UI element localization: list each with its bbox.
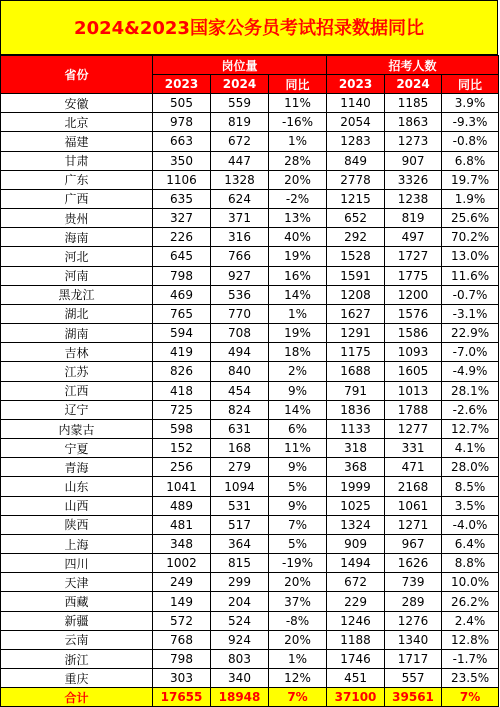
cell-applicants-yoy: 2.4% bbox=[442, 611, 499, 630]
table-body bbox=[1, 94, 499, 688]
cell-applicants-2023: 791 bbox=[327, 381, 385, 400]
cell-applicants-2023: 672 bbox=[327, 573, 385, 592]
cell-posts-yoy: 12% bbox=[269, 669, 327, 688]
cell-applicants-2024: 1093 bbox=[385, 343, 442, 362]
cell-posts-2024: 524 bbox=[211, 611, 269, 630]
cell-posts-2024: 672 bbox=[211, 132, 269, 151]
cell-posts-2024: 819 bbox=[211, 113, 269, 132]
cell-posts-yoy: 19% bbox=[269, 247, 327, 266]
subheader-posts-2023: 2023 bbox=[153, 75, 211, 94]
cell-province: 四川 bbox=[1, 554, 153, 573]
cell-province: 云南 bbox=[1, 630, 153, 649]
cell-posts-yoy: 20% bbox=[269, 630, 327, 649]
cell-posts-2024: 815 bbox=[211, 554, 269, 573]
cell-posts-yoy: 2% bbox=[269, 362, 327, 381]
cell-province: 吉林 bbox=[1, 343, 153, 362]
cell-posts-yoy: 1% bbox=[269, 132, 327, 151]
cell-applicants-2023: 451 bbox=[327, 669, 385, 688]
cell-applicants-2023: 1324 bbox=[327, 515, 385, 534]
cell-posts-2023: 798 bbox=[153, 266, 211, 285]
cell-applicants-yoy: 28.1% bbox=[442, 381, 499, 400]
cell-posts-2023: 594 bbox=[153, 324, 211, 343]
cell-posts-2023: 350 bbox=[153, 151, 211, 170]
total-row bbox=[1, 688, 499, 707]
header-posts: 岗位量 bbox=[153, 56, 327, 75]
cell-applicants-yoy: 12.8% bbox=[442, 630, 499, 649]
cell-applicants-yoy: -3.1% bbox=[442, 304, 499, 323]
cell-posts-2023: 645 bbox=[153, 247, 211, 266]
cell-province: 山西 bbox=[1, 496, 153, 515]
cell-applicants-yoy: 4.1% bbox=[442, 439, 499, 458]
cell-province: 江苏 bbox=[1, 362, 153, 381]
cell-applicants-2023: 1627 bbox=[327, 304, 385, 323]
cell-posts-2023: 256 bbox=[153, 458, 211, 477]
table-row bbox=[1, 362, 499, 381]
cell-applicants-yoy: 3.9% bbox=[442, 94, 499, 113]
cell-province: 青海 bbox=[1, 458, 153, 477]
cell-posts-2024: 536 bbox=[211, 285, 269, 304]
cell-posts-yoy: 20% bbox=[269, 573, 327, 592]
cell-applicants-2024: 1340 bbox=[385, 630, 442, 649]
cell-applicants-2023: 1283 bbox=[327, 132, 385, 151]
cell-applicants-2024: 739 bbox=[385, 573, 442, 592]
cell-province: 陕西 bbox=[1, 515, 153, 534]
cell-posts-2024: 371 bbox=[211, 209, 269, 228]
total-cell: 7% bbox=[269, 688, 327, 707]
cell-applicants-yoy: 22.9% bbox=[442, 324, 499, 343]
cell-posts-yoy: 19% bbox=[269, 324, 327, 343]
total-cell: 18948 bbox=[211, 688, 269, 707]
cell-applicants-yoy: -0.7% bbox=[442, 285, 499, 304]
table-row bbox=[1, 94, 499, 113]
table-row bbox=[1, 496, 499, 515]
subheader-applicants-2024: 2024 bbox=[385, 75, 442, 94]
table-row bbox=[1, 113, 499, 132]
cell-posts-2023: 348 bbox=[153, 534, 211, 553]
cell-province: 福建 bbox=[1, 132, 153, 151]
cell-posts-2023: 826 bbox=[153, 362, 211, 381]
cell-applicants-2024: 1061 bbox=[385, 496, 442, 515]
header-applicants: 招考人数 bbox=[327, 56, 499, 75]
cell-posts-2024: 631 bbox=[211, 419, 269, 438]
table-row bbox=[1, 630, 499, 649]
cell-applicants-2023: 1836 bbox=[327, 400, 385, 419]
cell-posts-2024: 927 bbox=[211, 266, 269, 285]
cell-posts-2024: 624 bbox=[211, 189, 269, 208]
cell-posts-2024: 531 bbox=[211, 496, 269, 515]
cell-applicants-yoy: 8.5% bbox=[442, 477, 499, 496]
total-label: 合计 bbox=[1, 688, 153, 707]
cell-posts-2024: 279 bbox=[211, 458, 269, 477]
cell-province: 甘肃 bbox=[1, 151, 153, 170]
cell-posts-2023: 418 bbox=[153, 381, 211, 400]
cell-posts-2024: 299 bbox=[211, 573, 269, 592]
cell-applicants-2023: 1528 bbox=[327, 247, 385, 266]
cell-posts-2023: 572 bbox=[153, 611, 211, 630]
cell-posts-2024: 517 bbox=[211, 515, 269, 534]
total-cell: 17655 bbox=[153, 688, 211, 707]
cell-applicants-yoy: -7.0% bbox=[442, 343, 499, 362]
cell-applicants-yoy: -9.3% bbox=[442, 113, 499, 132]
subheader-posts-yoy: 同比 bbox=[269, 75, 327, 94]
cell-posts-yoy: 11% bbox=[269, 94, 327, 113]
table-row bbox=[1, 132, 499, 151]
cell-posts-2024: 766 bbox=[211, 247, 269, 266]
cell-applicants-2023: 1208 bbox=[327, 285, 385, 304]
cell-applicants-yoy: -4.9% bbox=[442, 362, 499, 381]
cell-posts-yoy: -8% bbox=[269, 611, 327, 630]
table-row bbox=[1, 170, 499, 189]
cell-applicants-2024: 819 bbox=[385, 209, 442, 228]
cell-posts-2023: 1106 bbox=[153, 170, 211, 189]
cell-posts-yoy: 28% bbox=[269, 151, 327, 170]
cell-posts-2024: 1328 bbox=[211, 170, 269, 189]
table-row bbox=[1, 611, 499, 630]
cell-applicants-2024: 1626 bbox=[385, 554, 442, 573]
cell-applicants-yoy: 6.8% bbox=[442, 151, 499, 170]
cell-posts-2024: 924 bbox=[211, 630, 269, 649]
cell-posts-2023: 249 bbox=[153, 573, 211, 592]
table-row bbox=[1, 419, 499, 438]
cell-posts-2023: 1041 bbox=[153, 477, 211, 496]
table-row bbox=[1, 649, 499, 668]
cell-applicants-2024: 907 bbox=[385, 151, 442, 170]
cell-posts-yoy: 14% bbox=[269, 400, 327, 419]
table-row bbox=[1, 228, 499, 247]
table-row bbox=[1, 439, 499, 458]
table-row bbox=[1, 458, 499, 477]
cell-applicants-yoy: -2.6% bbox=[442, 400, 499, 419]
cell-province: 安徽 bbox=[1, 94, 153, 113]
table-row bbox=[1, 324, 499, 343]
table-row bbox=[1, 304, 499, 323]
table-row bbox=[1, 592, 499, 611]
subheader-applicants-2023: 2023 bbox=[327, 75, 385, 94]
cell-applicants-2024: 1277 bbox=[385, 419, 442, 438]
cell-province: 浙江 bbox=[1, 649, 153, 668]
cell-applicants-2023: 1494 bbox=[327, 554, 385, 573]
cell-posts-yoy: 6% bbox=[269, 419, 327, 438]
cell-applicants-2023: 1188 bbox=[327, 630, 385, 649]
table-row bbox=[1, 189, 499, 208]
cell-applicants-2024: 1775 bbox=[385, 266, 442, 285]
cell-applicants-2024: 1576 bbox=[385, 304, 442, 323]
cell-province: 湖南 bbox=[1, 324, 153, 343]
cell-posts-yoy: 37% bbox=[269, 592, 327, 611]
cell-applicants-2024: 1863 bbox=[385, 113, 442, 132]
table-row bbox=[1, 573, 499, 592]
cell-posts-2023: 635 bbox=[153, 189, 211, 208]
table-row bbox=[1, 266, 499, 285]
cell-applicants-2024: 1605 bbox=[385, 362, 442, 381]
cell-posts-yoy: -2% bbox=[269, 189, 327, 208]
cell-posts-yoy: 7% bbox=[269, 515, 327, 534]
cell-posts-2024: 364 bbox=[211, 534, 269, 553]
recruitment-table bbox=[0, 55, 499, 707]
cell-applicants-yoy: 11.6% bbox=[442, 266, 499, 285]
cell-posts-2023: 152 bbox=[153, 439, 211, 458]
table-row bbox=[1, 209, 499, 228]
cell-applicants-yoy: 8.8% bbox=[442, 554, 499, 573]
cell-posts-yoy: 40% bbox=[269, 228, 327, 247]
cell-posts-2023: 327 bbox=[153, 209, 211, 228]
table-row bbox=[1, 343, 499, 362]
cell-posts-2023: 978 bbox=[153, 113, 211, 132]
cell-posts-yoy: -16% bbox=[269, 113, 327, 132]
cell-applicants-yoy: 10.0% bbox=[442, 573, 499, 592]
cell-applicants-2023: 1140 bbox=[327, 94, 385, 113]
cell-applicants-yoy: 70.2% bbox=[442, 228, 499, 247]
cell-applicants-yoy: -1.7% bbox=[442, 649, 499, 668]
cell-province: 北京 bbox=[1, 113, 153, 132]
cell-posts-yoy: 9% bbox=[269, 381, 327, 400]
cell-province: 山东 bbox=[1, 477, 153, 496]
cell-posts-2024: 840 bbox=[211, 362, 269, 381]
cell-applicants-2023: 1688 bbox=[327, 362, 385, 381]
cell-applicants-yoy: 3.5% bbox=[442, 496, 499, 515]
cell-posts-yoy: 14% bbox=[269, 285, 327, 304]
table-row bbox=[1, 285, 499, 304]
cell-province: 贵州 bbox=[1, 209, 153, 228]
cell-applicants-2023: 652 bbox=[327, 209, 385, 228]
cell-applicants-2024: 1727 bbox=[385, 247, 442, 266]
cell-posts-2023: 663 bbox=[153, 132, 211, 151]
cell-posts-2023: 303 bbox=[153, 669, 211, 688]
cell-applicants-2023: 1746 bbox=[327, 649, 385, 668]
cell-applicants-2024: 1238 bbox=[385, 189, 442, 208]
cell-posts-yoy: 11% bbox=[269, 439, 327, 458]
cell-province: 内蒙古 bbox=[1, 419, 153, 438]
cell-province: 河北 bbox=[1, 247, 153, 266]
cell-applicants-2024: 557 bbox=[385, 669, 442, 688]
cell-applicants-2023: 2778 bbox=[327, 170, 385, 189]
cell-posts-2024: 340 bbox=[211, 669, 269, 688]
cell-posts-2024: 559 bbox=[211, 94, 269, 113]
cell-posts-yoy: 5% bbox=[269, 477, 327, 496]
cell-applicants-2023: 1025 bbox=[327, 496, 385, 515]
cell-posts-yoy: 9% bbox=[269, 496, 327, 515]
cell-applicants-2024: 331 bbox=[385, 439, 442, 458]
table-row bbox=[1, 534, 499, 553]
cell-posts-2024: 204 bbox=[211, 592, 269, 611]
cell-province: 宁夏 bbox=[1, 439, 153, 458]
cell-applicants-2023: 1246 bbox=[327, 611, 385, 630]
cell-posts-yoy: 13% bbox=[269, 209, 327, 228]
cell-posts-2023: 798 bbox=[153, 649, 211, 668]
table-title: 2024&2023国家公务员考试招录数据同比 bbox=[0, 0, 498, 55]
cell-applicants-2023: 1591 bbox=[327, 266, 385, 285]
cell-applicants-yoy: 25.6% bbox=[442, 209, 499, 228]
cell-posts-yoy: 5% bbox=[269, 534, 327, 553]
cell-province: 广东 bbox=[1, 170, 153, 189]
cell-posts-2024: 1094 bbox=[211, 477, 269, 496]
header-province: 省份 bbox=[1, 56, 153, 94]
cell-applicants-2024: 1586 bbox=[385, 324, 442, 343]
subheader-posts-2024: 2024 bbox=[211, 75, 269, 94]
cell-province: 西藏 bbox=[1, 592, 153, 611]
cell-applicants-2023: 909 bbox=[327, 534, 385, 553]
table-row bbox=[1, 477, 499, 496]
table-row bbox=[1, 151, 499, 170]
total-cell: 7% bbox=[442, 688, 499, 707]
total-cell: 37100 bbox=[327, 688, 385, 707]
cell-applicants-yoy: -0.8% bbox=[442, 132, 499, 151]
cell-posts-2023: 226 bbox=[153, 228, 211, 247]
cell-province: 新疆 bbox=[1, 611, 153, 630]
table-row bbox=[1, 515, 499, 534]
cell-posts-2024: 708 bbox=[211, 324, 269, 343]
cell-applicants-yoy: 26.2% bbox=[442, 592, 499, 611]
table-row bbox=[1, 669, 499, 688]
cell-posts-2023: 469 bbox=[153, 285, 211, 304]
cell-province: 河南 bbox=[1, 266, 153, 285]
cell-posts-yoy: 16% bbox=[269, 266, 327, 285]
cell-applicants-2024: 3326 bbox=[385, 170, 442, 189]
cell-applicants-2024: 289 bbox=[385, 592, 442, 611]
cell-posts-2024: 316 bbox=[211, 228, 269, 247]
cell-posts-2023: 725 bbox=[153, 400, 211, 419]
cell-applicants-yoy: -4.0% bbox=[442, 515, 499, 534]
cell-applicants-2024: 1273 bbox=[385, 132, 442, 151]
cell-applicants-yoy: 28.0% bbox=[442, 458, 499, 477]
cell-applicants-2024: 1276 bbox=[385, 611, 442, 630]
cell-posts-2024: 824 bbox=[211, 400, 269, 419]
cell-applicants-2023: 318 bbox=[327, 439, 385, 458]
cell-applicants-2023: 1133 bbox=[327, 419, 385, 438]
cell-applicants-2023: 1999 bbox=[327, 477, 385, 496]
cell-applicants-2023: 229 bbox=[327, 592, 385, 611]
cell-posts-2024: 168 bbox=[211, 439, 269, 458]
cell-posts-2023: 598 bbox=[153, 419, 211, 438]
cell-posts-yoy: 20% bbox=[269, 170, 327, 189]
subheader-applicants-yoy: 同比 bbox=[442, 75, 499, 94]
cell-posts-2024: 454 bbox=[211, 381, 269, 400]
cell-applicants-yoy: 19.7% bbox=[442, 170, 499, 189]
cell-applicants-2023: 1215 bbox=[327, 189, 385, 208]
cell-posts-yoy: 9% bbox=[269, 458, 327, 477]
cell-posts-2023: 149 bbox=[153, 592, 211, 611]
cell-province: 上海 bbox=[1, 534, 153, 553]
cell-applicants-yoy: 1.9% bbox=[442, 189, 499, 208]
table-row bbox=[1, 554, 499, 573]
cell-posts-2023: 419 bbox=[153, 343, 211, 362]
cell-applicants-2023: 2054 bbox=[327, 113, 385, 132]
cell-posts-yoy: 18% bbox=[269, 343, 327, 362]
total-cell: 39561 bbox=[385, 688, 442, 707]
cell-applicants-2023: 1175 bbox=[327, 343, 385, 362]
cell-province: 广西 bbox=[1, 189, 153, 208]
cell-province: 江西 bbox=[1, 381, 153, 400]
table-row bbox=[1, 247, 499, 266]
cell-posts-2023: 505 bbox=[153, 94, 211, 113]
cell-applicants-2024: 967 bbox=[385, 534, 442, 553]
cell-applicants-2024: 1271 bbox=[385, 515, 442, 534]
cell-province: 天津 bbox=[1, 573, 153, 592]
cell-applicants-yoy: 12.7% bbox=[442, 419, 499, 438]
cell-applicants-2024: 1200 bbox=[385, 285, 442, 304]
cell-province: 湖北 bbox=[1, 304, 153, 323]
cell-posts-yoy: -19% bbox=[269, 554, 327, 573]
cell-applicants-2023: 1291 bbox=[327, 324, 385, 343]
cell-posts-2023: 768 bbox=[153, 630, 211, 649]
cell-province: 海南 bbox=[1, 228, 153, 247]
cell-applicants-2023: 292 bbox=[327, 228, 385, 247]
cell-posts-2024: 494 bbox=[211, 343, 269, 362]
cell-posts-2023: 481 bbox=[153, 515, 211, 534]
cell-applicants-2024: 497 bbox=[385, 228, 442, 247]
cell-applicants-2024: 2168 bbox=[385, 477, 442, 496]
cell-posts-2024: 447 bbox=[211, 151, 269, 170]
cell-applicants-yoy: 23.5% bbox=[442, 669, 499, 688]
cell-posts-2024: 803 bbox=[211, 649, 269, 668]
table-row bbox=[1, 400, 499, 419]
cell-applicants-2023: 368 bbox=[327, 458, 385, 477]
cell-applicants-2024: 471 bbox=[385, 458, 442, 477]
table-row bbox=[1, 381, 499, 400]
cell-posts-2023: 1002 bbox=[153, 554, 211, 573]
cell-applicants-2024: 1185 bbox=[385, 94, 442, 113]
cell-applicants-2024: 1788 bbox=[385, 400, 442, 419]
cell-posts-2024: 770 bbox=[211, 304, 269, 323]
cell-posts-yoy: 1% bbox=[269, 304, 327, 323]
cell-applicants-yoy: 6.4% bbox=[442, 534, 499, 553]
cell-province: 辽宁 bbox=[1, 400, 153, 419]
cell-applicants-2024: 1013 bbox=[385, 381, 442, 400]
cell-posts-2023: 489 bbox=[153, 496, 211, 515]
cell-province: 黑龙江 bbox=[1, 285, 153, 304]
cell-applicants-2024: 1717 bbox=[385, 649, 442, 668]
cell-posts-2023: 765 bbox=[153, 304, 211, 323]
cell-province: 重庆 bbox=[1, 669, 153, 688]
cell-posts-yoy: 1% bbox=[269, 649, 327, 668]
cell-applicants-yoy: 13.0% bbox=[442, 247, 499, 266]
cell-applicants-2023: 849 bbox=[327, 151, 385, 170]
